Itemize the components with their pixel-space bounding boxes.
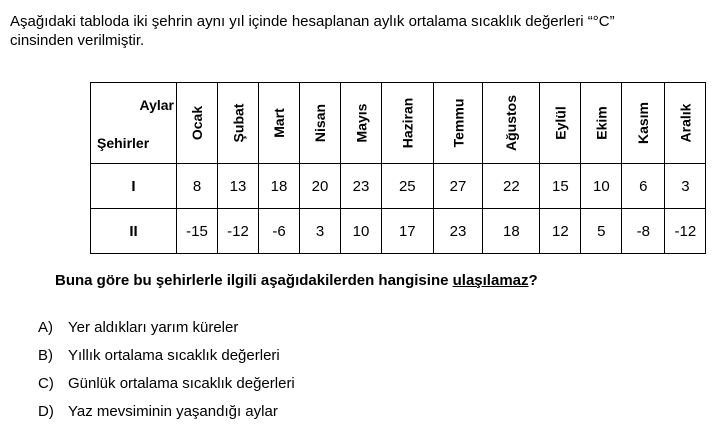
option-text: Günlük ortalama sıcaklık değerleri <box>68 375 295 392</box>
temperature-cell: 18 <box>483 209 540 254</box>
temperature-cell: 10 <box>341 209 382 254</box>
option-letter: C) <box>38 375 54 392</box>
temperature-cell: 23 <box>341 164 382 209</box>
temperature-cell: -12 <box>218 209 259 254</box>
month-label: Eylül <box>552 105 569 140</box>
corner-label-months: Aylar <box>139 97 174 113</box>
question-intro <box>10 12 710 50</box>
month-label: Haziran <box>399 97 416 148</box>
option-letter: B) <box>38 347 53 364</box>
temperature-cell: 18 <box>259 164 300 209</box>
question-keyword: ulaşılamaz <box>452 272 529 289</box>
month-header <box>218 83 259 164</box>
temperature-cell: 6 <box>622 164 665 209</box>
temperature-cell: 25 <box>382 164 434 209</box>
month-label: Ekim <box>593 105 610 140</box>
city-label: I <box>91 164 177 209</box>
table-corner <box>91 83 177 164</box>
temperature-cell: 13 <box>218 164 259 209</box>
temperature-cell: 23 <box>433 209 483 254</box>
option-letter: A) <box>38 319 53 336</box>
temperature-cell: 17 <box>382 209 434 254</box>
month-label: Ağustos <box>503 94 520 151</box>
temperature-cell: 8 <box>177 164 218 209</box>
option-c[interactable] <box>38 374 295 402</box>
temperature-cell: -8 <box>622 209 665 254</box>
option-text: Yıllık ortalama sıcaklık değerleri <box>68 347 280 364</box>
temperature-cell: 20 <box>300 164 341 209</box>
month-header <box>382 83 434 164</box>
month-header <box>483 83 540 164</box>
temperature-cell: 15 <box>540 164 581 209</box>
option-text: Yer aldıkları yarım küreler <box>68 319 239 336</box>
month-header <box>433 83 483 164</box>
month-header <box>622 83 665 164</box>
month-header <box>581 83 622 164</box>
temperature-cell: 12 <box>540 209 581 254</box>
temperature-cell: -15 <box>177 209 218 254</box>
month-header <box>665 83 706 164</box>
month-header <box>341 83 382 164</box>
option-a[interactable] <box>38 318 295 346</box>
intro-line-2: cinsinden verilmiştir. <box>10 32 145 49</box>
month-label: Kasım <box>635 101 652 144</box>
answer-options <box>38 318 295 430</box>
temperature-cell: 10 <box>581 164 622 209</box>
option-text: Yaz mevsiminin yaşandığı aylar <box>68 403 278 420</box>
month-label: Temmu <box>449 98 466 147</box>
month-label: Mayıs <box>352 103 369 142</box>
month-label: Mart <box>271 107 287 138</box>
temperature-cell: -12 <box>665 209 706 254</box>
intro-line-1: Aşağıdaki tabloda iki şehrin aynı yıl içinde hesaplanan aylık ortalama sıcaklık değerleri “°C” <box>10 13 615 30</box>
question-stem <box>55 272 538 289</box>
temperature-cell: 27 <box>433 164 483 209</box>
month-label: Ocak <box>189 105 205 140</box>
month-label: Aralık <box>677 103 694 142</box>
temperature-cell: 22 <box>483 164 540 209</box>
temperature-cell: 3 <box>665 164 706 209</box>
corner-label-cities: Şehirler <box>97 135 150 151</box>
temperature-cell: -6 <box>259 209 300 254</box>
question-mark: ? <box>528 272 538 289</box>
option-d[interactable] <box>38 402 295 430</box>
temperature-cell: 3 <box>300 209 341 254</box>
question-text: Buna göre bu şehirlerle ilgili aşağıdakilerden hangisine <box>55 272 453 289</box>
month-header <box>259 83 300 164</box>
month-header <box>540 83 581 164</box>
month-header <box>300 83 341 164</box>
option-letter: D) <box>38 403 54 420</box>
temperature-table <box>90 82 706 254</box>
table-row <box>91 209 706 254</box>
month-label: Nisan <box>312 103 328 142</box>
month-header <box>177 83 218 164</box>
table-row <box>91 164 706 209</box>
option-b[interactable] <box>38 346 295 374</box>
month-label: Şubat <box>229 103 246 142</box>
city-label: II <box>91 209 177 254</box>
month-header-row <box>91 83 706 164</box>
temperature-cell: 5 <box>581 209 622 254</box>
